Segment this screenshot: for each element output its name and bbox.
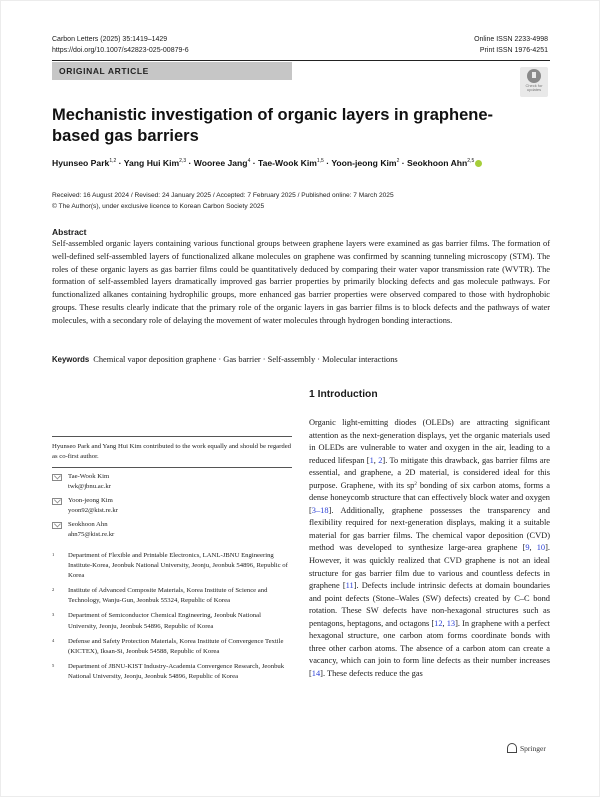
author-list [52,158,482,168]
introduction-text [309,417,550,680]
citation-link[interactable]: 10 [536,543,546,553]
contact-email[interactable]: yoon92@kist.re.kr [68,507,118,514]
affiliation-text: Institute of Advanced Composite Materials, Korea Institute of Science and Technology, Wanju-Gun, Jeonbuk 55324, Republic of Korea [68,587,268,605]
author-name[interactable]: Hyunseo Park [52,158,110,168]
header-rule [52,60,550,61]
author-separator: · [116,158,124,168]
intro-text-run: , [529,543,537,553]
check-updates-line1: Check for [525,83,543,88]
keywords-text: Chemical vapor deposition graphene · Gas barrier · Self-assembly · Molecular interactions [93,355,398,364]
history-dates: Received: 16 August 2024 / Revised: 24 January 2025 / Accepted: 7 February 2025 / Published online: 7 March 2025 [52,192,394,199]
affiliation-entry [52,637,292,657]
affiliation-number: 2 [52,587,55,593]
keywords [52,355,398,364]
copyright-notice: © The Author(s), under exclusive licence to Korean Carbon Society 2025 [52,203,265,210]
section-heading-introduction: 1 Introduction [309,389,378,400]
article-title: Mechanistic investigation of organic layers in graphene-based gas barriers [52,106,494,145]
contact-entry [52,472,292,492]
print-issn: Print ISSN 1976-4251 [479,47,548,54]
intro-text-run: ]. In graphene with a perfect hexagonal structure, one carbon atom forms coordinate bonds with three other carbon atoms. The absence of a carbon atom can create a vacancy, which can join to form line defects as their number increases [ [309,618,551,678]
contact-name: Yoon-jeong Kim [68,497,113,504]
contact-email[interactable]: ahn75@kist.re.kr [68,531,115,538]
publisher-name: Springer [520,743,546,753]
author-name[interactable]: Yang Hui Kim [123,158,180,168]
affiliation-text: Department of JBNU-KIST Industry-Academia Convergence Research, Jeonbuk National University, Jeonju, Jeonbuk 54896, Republic of Korea [68,662,285,680]
intro-text-run: , [373,455,379,465]
affiliation-entry [52,586,292,606]
envelope-icon [52,522,62,529]
author-name[interactable]: Seokhoon Ahn [406,158,468,168]
footnotes-column [52,436,292,682]
citation-link[interactable]: 1 [369,455,374,465]
envelope-icon [52,474,62,481]
citation-link[interactable]: 3–18 [311,505,329,515]
intro-text-run: ]. To mitigate this drawback, gas barrier films are essential, and graphene, a 2D material, is considered ideal for this purpose. Graphene, with its sp [309,455,551,490]
citation-link[interactable]: 11 [345,581,354,591]
author-affiliation-marker: 2,5 [467,158,475,164]
author-name[interactable]: Wooree Jang [193,158,248,168]
intro-text-run: ]. These defects reduce the gas [320,668,423,678]
keywords-label: Keywords [52,355,90,364]
orcid-icon[interactable] [475,160,482,167]
check-for-updates-button[interactable] [520,67,548,97]
author-affiliation-marker: 4 [247,158,251,164]
check-updates-line2: updates [526,87,542,93]
online-issn: Online ISSN 2233-4998 [474,36,548,43]
springer-horse-icon [507,743,517,753]
author-separator: · [399,158,407,168]
publisher-logo [507,743,546,753]
citation-link[interactable]: 2 [378,455,383,465]
author-separator: · [323,158,332,168]
citation-link[interactable]: 12 [434,618,443,628]
journal-header [52,34,189,56]
journal-citation: Carbon Letters (2025) 35:1419–1429 [52,36,168,43]
author-affiliation-marker: 2,3 [179,158,187,164]
intro-text-run: ]. However, it was quickly realized that CVD graphene is not an ideal structure for gas barrier film due to various and countless defects in graphene [ [309,543,550,591]
affiliation-number: 1 [52,552,55,557]
bookmark-icon [527,69,541,83]
contact-name: Seokhoon Ahn [68,521,108,528]
envelope-icon [52,498,62,505]
issn-block [474,34,548,56]
contact-name: Tae-Wook Kim [68,473,110,480]
author-separator: · [250,158,258,168]
affiliation-entry [52,551,292,581]
affiliation-text: Department of Flexible and Printable Electronics, LANL-JBNU Engineering Institute-Korea, Jeonbuk National University, Jeonju, Jeonbuk 54896, Republic of Korea [68,552,288,580]
article-type-banner: ORIGINAL ARTICLE [52,62,292,80]
footnote-rule [52,467,292,468]
author-name[interactable]: Yoon-jeong Kim [331,158,397,168]
publication-dates [52,190,394,212]
affiliation-text: Department of Semiconductor Chemical Engineering, Jeonbuk National University, Jeonju, Jeonbuk 54896, Republic of Korea [68,612,261,630]
affiliation-entry [52,611,292,631]
citation-link[interactable]: 13 [446,618,456,628]
affiliation-entry [52,662,292,682]
doi-link[interactable]: https://doi.org/10.1007/s42823-025-00879-6 [52,47,189,54]
citation-link[interactable]: 14 [311,668,321,678]
author-affiliation-marker: 1,2 [109,158,117,164]
co-first-author-note: Hyunseo Park and Yang Hui Kim contributed to the work equally and should be regarded as co-first author. [52,443,292,460]
contact-entry [52,520,292,540]
author-affiliation-marker: 2 [396,158,400,164]
affiliation-text: Defense and Safety Protection Materials, Korea Institute of Convergence Textile (KICTEX), Iksan-Si, Jeonbuk 54588, Republic of Korea [68,637,284,655]
author-separator: · [186,158,194,168]
author-affiliation-marker: 1,5 [316,158,324,164]
abstract-heading: Abstract [52,227,87,237]
intro-text-run: Organic light-emitting diodes (OLEDs) are attracting significant attention as the next-generation displays, yet the organic materials used in OLEDs are vulnerable to water and oxygen in the air, leading to a reduced lifespan [ [309,418,550,465]
contact-entry [52,496,292,516]
author-name[interactable]: Tae-Wook Kim [257,158,317,168]
affiliation-number: 3 [52,612,55,618]
affiliation-number: 5 [52,662,55,668]
intro-text-run: , [442,618,447,628]
citation-link[interactable]: 9 [525,543,530,553]
contact-email[interactable]: twk@jbnu.ac.kr [68,483,111,490]
intro-text-run: ]. Defects include intrinsic defects at domain boundaries and point defects (Stone–Wales (SW) defects) created by C–C bond rotation. These SW defects have non-hexagonal structures such as pentagons, heptagons, and octagons [ [309,581,550,628]
superscript: 2 [414,481,417,487]
intro-text-run: ]. Additionally, graphene possesses the transparency and flexibility required for next-generation displays, making it a suitable material for gas barrier films. The chemical vapor deposition (CVD) method was developed to synthesize large-area graphene [ [309,505,550,553]
affiliation-number: 4 [52,637,55,643]
intro-text-run: bonding of six carbon atoms, forms a dense honeycomb structure that can effectively block water and oxygen [ [309,480,550,515]
abstract-text: Self-assembled organic layers containing various functional groups between graphene layers were examined as gas barrier films. The formation of well-defined self-assembled layers of functionalized alkane molecules on graphene was confirmed by scanning tunneling microscopy (STM). The roles of these organic layers as gas barrier films could be quantitatively deduced by comparing their water vapor transmission rate (WVTR). The formation of self-assembled layers dramatically improved gas barrier properties by primarily blocking defects and gas molecule pathways. For functionalized alkanes containing hydrophilic groups, more enhanced gas barrier properties were observed compared to those with hydrophobic groups. These results clearly indicate that the primary role of the organic layers in gas barrier films is to block defects and the pathways of water molecules, with a secondary role of delaying the movement of water molecules through hydrogen bonding interactions. [52,239,550,325]
